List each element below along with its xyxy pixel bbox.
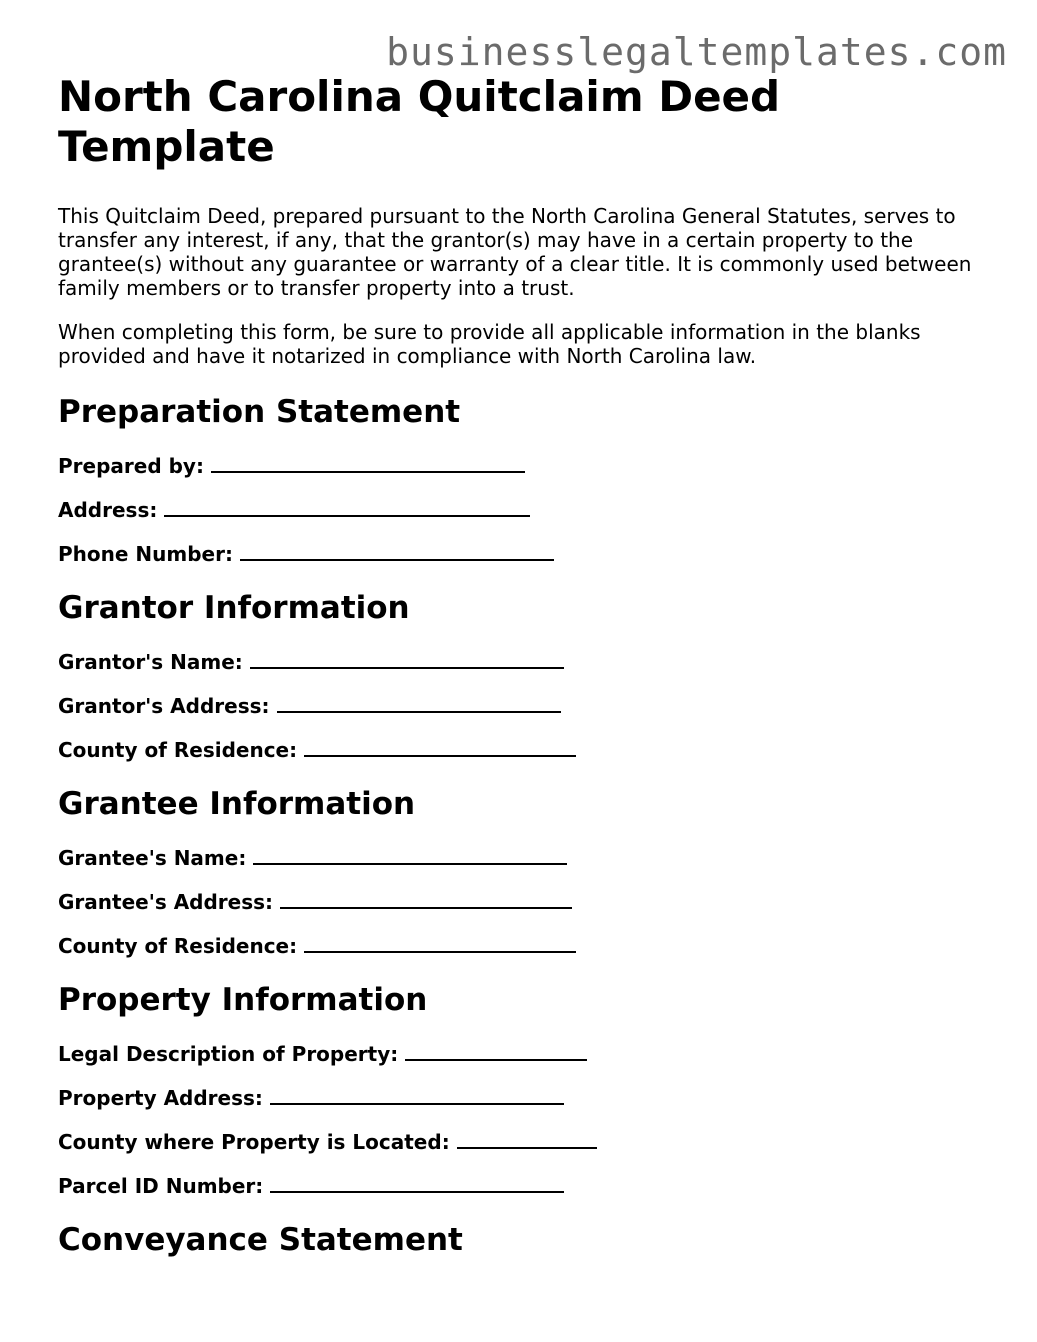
document-title: North Carolina Quitclaim Deed Template: [58, 72, 781, 171]
field-label: Address:: [58, 498, 158, 522]
blank-line[interactable]: [277, 696, 561, 713]
blank-line[interactable]: [240, 544, 554, 561]
field-label: Property Address:: [58, 1086, 263, 1110]
field-label: Grantee's Address:: [58, 890, 274, 914]
field-parcel-id-number: [58, 1174, 998, 1198]
blank-line[interactable]: [280, 892, 572, 909]
blank-line[interactable]: [211, 456, 525, 473]
field-phone-number: [58, 542, 998, 566]
field-grantee-name: [58, 846, 998, 870]
field-label: County of Residence:: [58, 738, 298, 762]
section-conveyance-statement: [58, 1220, 998, 1260]
field-address: [58, 498, 998, 522]
field-grantee-address: [58, 890, 998, 914]
field-label: Phone Number:: [58, 542, 233, 566]
watermark: businesslegaltemplates.com: [386, 30, 1007, 74]
field-label: Legal Description of Property:: [58, 1042, 399, 1066]
field-property-county: [58, 1130, 998, 1154]
field-county-of-residence: [58, 934, 998, 958]
field-label: Grantor's Name:: [58, 650, 243, 674]
section-heading: Preparation Statement: [58, 394, 461, 430]
blank-line[interactable]: [270, 1088, 564, 1105]
section-grantee-information: [58, 784, 998, 958]
intro-paragraph-1: This Quitclaim Deed, prepared pursuant to the North Carolina General Statutes, serves to transfer any interest, if any, that the grantor(s) may have in a certain property to the grantee(s) without any guarantee or warranty of a clear title. It is commonly used between family members or to transfer property into a trust.: [58, 204, 972, 300]
field-label: Grantee's Name:: [58, 846, 247, 870]
field-label: County of Residence:: [58, 934, 298, 958]
section-heading: Conveyance Statement: [58, 1222, 463, 1258]
blank-line[interactable]: [405, 1044, 587, 1061]
field-label: Prepared by:: [58, 454, 204, 478]
blank-line[interactable]: [270, 1176, 564, 1193]
blank-line[interactable]: [164, 500, 530, 517]
blank-line[interactable]: [253, 848, 567, 865]
intro-paragraph-2: When completing this form, be sure to provide all applicable information in the blanks provided and have it notarized in compliance with North Carolina law.: [58, 320, 921, 368]
section-preparation-statement: [58, 392, 998, 566]
blank-line[interactable]: [304, 740, 576, 757]
section-heading: Property Information: [58, 982, 428, 1018]
section-heading: Grantee Information: [58, 786, 416, 822]
field-property-address: [58, 1086, 998, 1110]
section-property-information: [58, 980, 998, 1198]
blank-line[interactable]: [304, 936, 576, 953]
blank-line[interactable]: [250, 652, 564, 669]
blank-line[interactable]: [457, 1132, 597, 1149]
field-legal-description: [58, 1042, 998, 1066]
field-county-of-residence: [58, 738, 998, 762]
section-grantor-information: [58, 588, 998, 762]
field-prepared-by: [58, 454, 998, 478]
field-label: County where Property is Located:: [58, 1130, 450, 1154]
document-page: [58, 72, 998, 1260]
section-heading: Grantor Information: [58, 590, 410, 626]
field-label: Parcel ID Number:: [58, 1174, 264, 1198]
field-grantor-address: [58, 694, 998, 718]
field-label: Grantor's Address:: [58, 694, 270, 718]
field-grantor-name: [58, 650, 998, 674]
